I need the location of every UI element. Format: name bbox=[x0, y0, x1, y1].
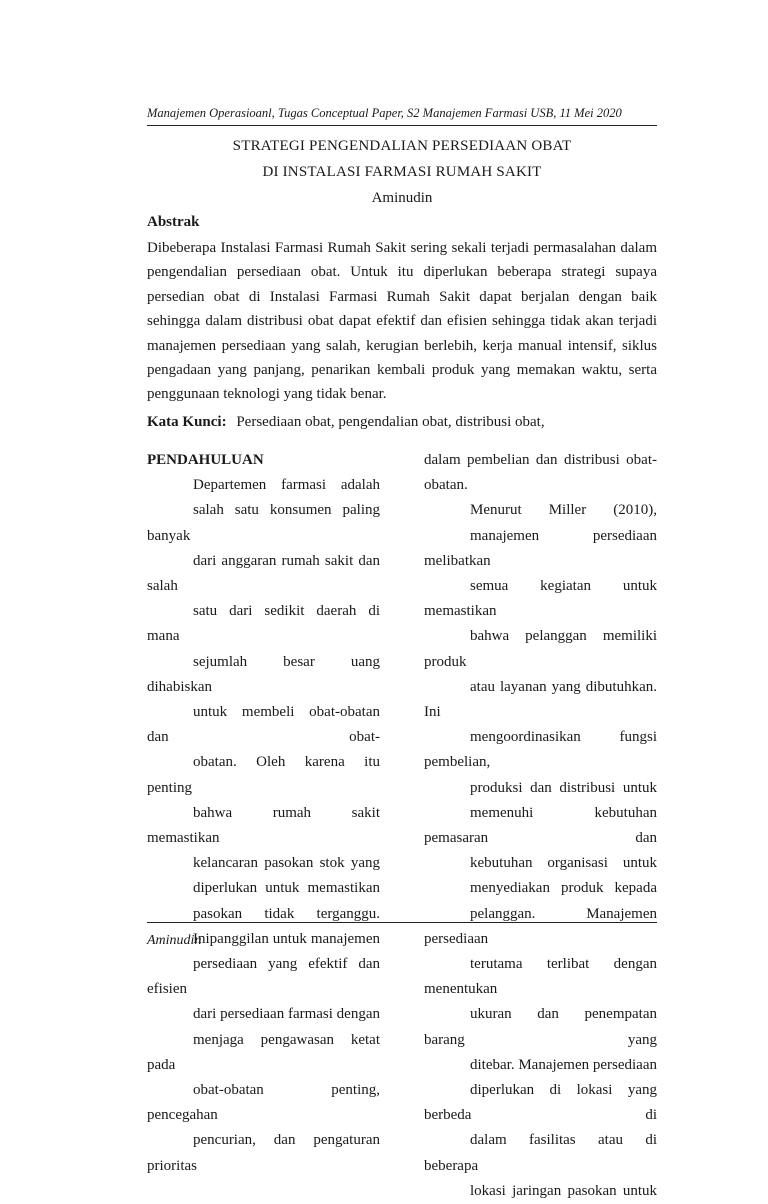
text-line: persediaan yang efektif dan efisien bbox=[147, 956, 380, 998]
text-line: untuk membeli obat-obatan dan obat- bbox=[147, 704, 380, 746]
text-line: ukuran dan penempatan barang yang bbox=[424, 1006, 657, 1048]
text-line: dari anggaran rumah sakit dan salah bbox=[147, 552, 380, 595]
left-column bbox=[147, 448, 380, 1179]
paper-title-line-2: DI INSTALASI FARMASI RUMAH SAKIT bbox=[262, 164, 542, 180]
footer-author: Aminudin bbox=[147, 933, 202, 948]
author-name: Aminudin bbox=[371, 190, 433, 206]
text-line: sejumlah besar uang dihabiskan bbox=[147, 653, 380, 695]
text-line: diperlukan untuk memastikan bbox=[193, 880, 380, 897]
text-line: Inipanggilan untuk manajemen bbox=[193, 930, 380, 947]
keywords-label: Kata Kunci: bbox=[147, 414, 227, 430]
text-line: memenuhi kebutuhan pemasaran dan bbox=[424, 804, 657, 847]
text-line: semua kegiatan untuk memastikan bbox=[424, 578, 657, 620]
keywords-text: Persediaan obat, pengendalian obat, distribusi obat, bbox=[236, 414, 545, 430]
text-line: dari persediaan farmasi dengan bbox=[193, 1006, 380, 1023]
text-line: obatan. bbox=[424, 477, 468, 494]
text-line: satu dari sedikit daerah di mana bbox=[147, 603, 380, 645]
text-line: pelanggan. Manajemen persediaan bbox=[424, 905, 657, 947]
text-line: salah satu konsumen paling banyak bbox=[147, 502, 380, 544]
text-line: ditebar. Manajemen persediaan bbox=[470, 1056, 658, 1073]
text-line: kebutuhan organisasi untuk bbox=[470, 855, 657, 872]
text-line: terutama terlibat dengan menentukan bbox=[424, 956, 657, 998]
text-line: bahwa pelanggan memiliki produk bbox=[424, 628, 657, 670]
abstract-heading: Abstrak bbox=[147, 214, 200, 230]
text-line: bahwa rumah sakit memastikan bbox=[147, 804, 380, 847]
text-line: pasokan tidak terganggu. bbox=[193, 905, 380, 922]
header-divider bbox=[147, 125, 657, 126]
text-line: diperlukan di lokasi yang berbeda di bbox=[424, 1082, 657, 1124]
section-heading: PENDAHULUAN bbox=[147, 452, 264, 468]
text-line: obatan. Oleh karena itu penting bbox=[147, 754, 380, 796]
text-line: Menurut Miller (2010), bbox=[470, 502, 657, 519]
intro-paragraph-2 bbox=[424, 498, 657, 1204]
text-line: Departemen farmasi adalah bbox=[193, 477, 380, 494]
text-line: obat-obatan penting, pencegahan bbox=[147, 1082, 380, 1124]
intro-paragraph-1 bbox=[147, 473, 380, 1179]
text-line: atau layanan yang dibutuhkan. Ini bbox=[424, 678, 657, 721]
text-line: produksi dan distribusi untuk bbox=[470, 779, 657, 796]
text-line: pencurian, dan pengaturan prioritas bbox=[147, 1132, 380, 1174]
text-line: dalam pembelian dan distribusi obat- bbox=[424, 452, 657, 468]
abstract-text: Dibeberapa Instalasi Farmasi Rumah Sakit sering sekali terjadi permasalahan dalam pengendalian persediaan obat. Untuk itu diperlukan beberapa strategi supaya persedian obat di Instalasi Farmasi Rumah Sakit dapat berjalan dengan baik sehingga dalam distribusi obat dapat efektif dan efisien sehingga tidak akan terjadi manajemen persediaan yang salah, kerugian berlebih, kerja manual intensif, siklus pengadaan yang panjang, penarikan kembali produk yang memakan waktu, serta penggunaan teknologi yang tidak benar. bbox=[147, 240, 657, 403]
text-line: manajemen persediaan melibatkan bbox=[424, 527, 657, 569]
text-line: dalam fasilitas atau di beberapa bbox=[424, 1132, 657, 1174]
right-column bbox=[424, 448, 657, 1204]
keywords bbox=[147, 414, 657, 431]
text-line: kelancaran pasokan stok yang bbox=[193, 855, 380, 872]
text-line: lokasi jaringan pasokan untuk bbox=[470, 1182, 657, 1199]
text-line: menjaga pengawasan ketat pada bbox=[147, 1031, 380, 1073]
paper-title-line-1: STRATEGI PENGENDALIAN PERSEDIAAN OBAT bbox=[232, 138, 572, 154]
text-line: mengoordinasikan fungsi pembelian, bbox=[424, 729, 657, 771]
intro-paragraph-1-continued bbox=[424, 448, 657, 498]
running-header: Manajemen Operasioanl, Tugas Conceptual Paper, S2 Manajemen Farmasi USB, 11 Mei 2020 bbox=[147, 106, 622, 120]
text-line: menyediakan produk kepada bbox=[470, 880, 657, 897]
footer-divider bbox=[147, 922, 657, 923]
